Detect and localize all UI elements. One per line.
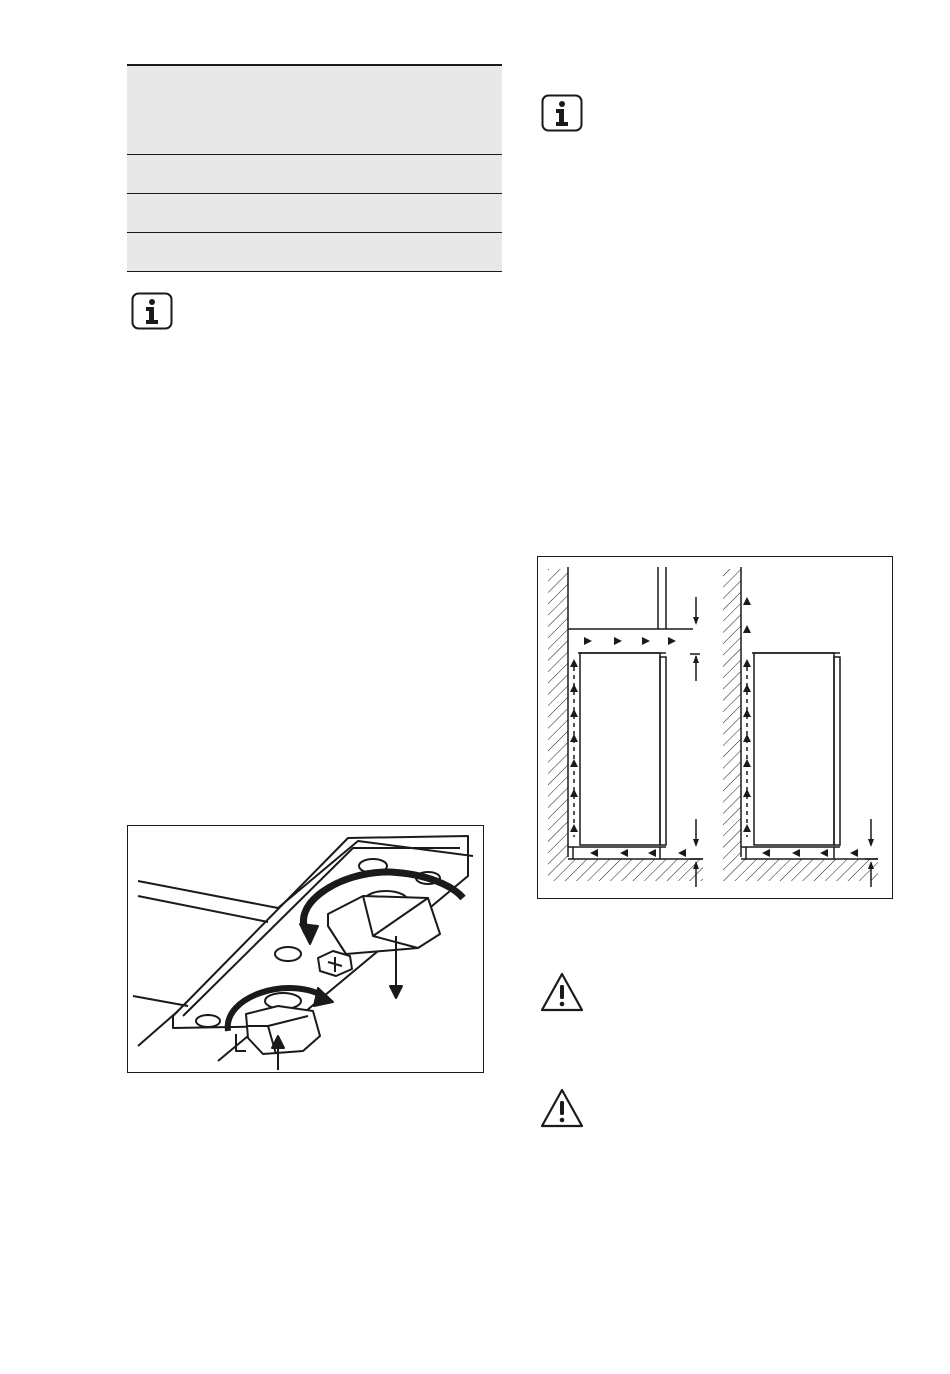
table-row [127, 193, 502, 232]
table-row [127, 66, 502, 154]
spec-table [127, 64, 502, 272]
info-icon [541, 94, 583, 132]
warning-triangle-icon [539, 1087, 585, 1129]
info-icon [131, 292, 173, 330]
foot-adjustment-figure [127, 825, 484, 1073]
table-row [127, 154, 502, 193]
warning-triangle-icon [539, 971, 585, 1013]
ventilation-diagram [537, 556, 893, 899]
table-row [127, 232, 502, 271]
